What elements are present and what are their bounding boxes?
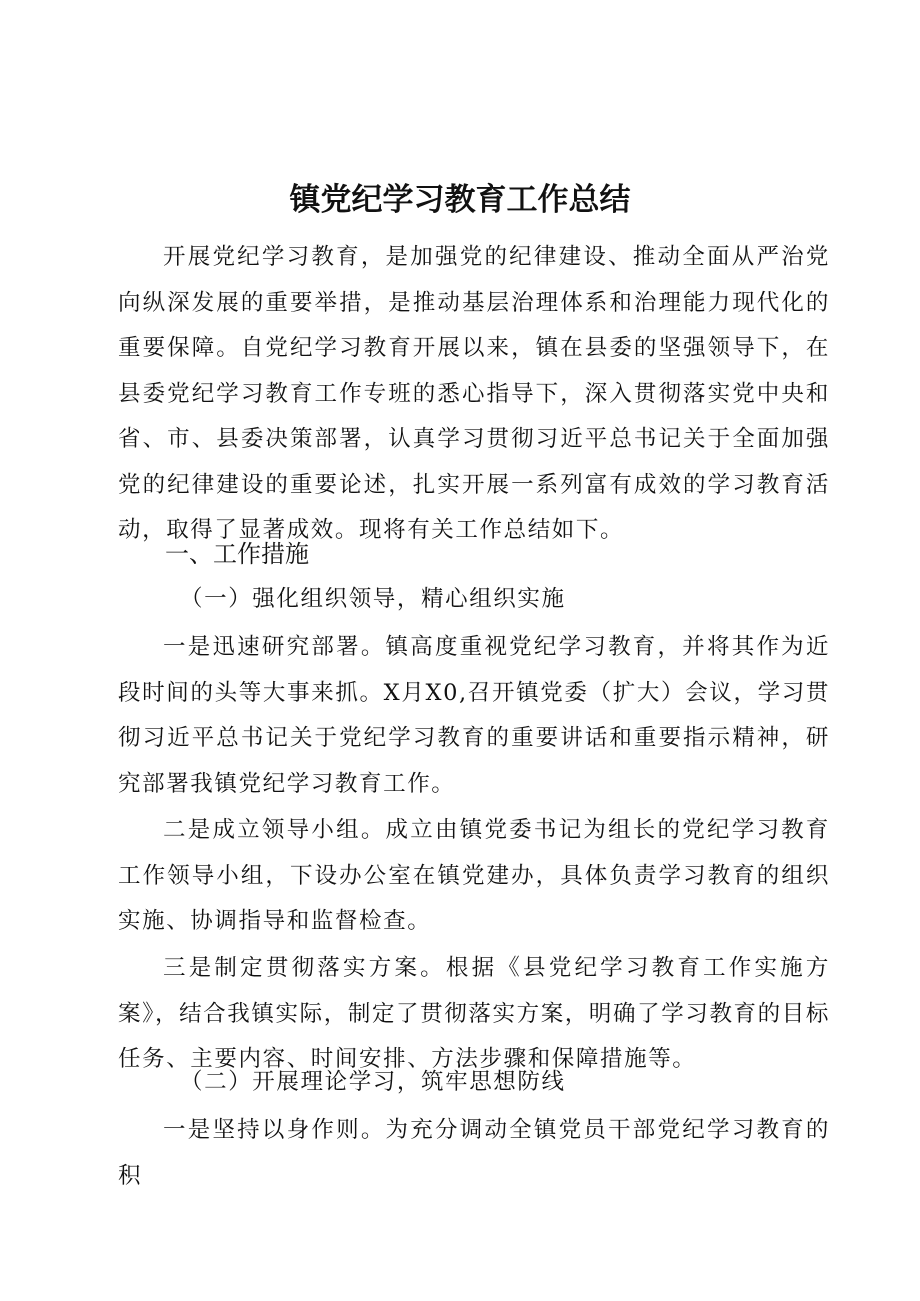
subsection-heading-2: （二）开展理论学习，筑牢思想防线 bbox=[180, 1069, 566, 1095]
subsection-heading-1: （一）强化组织领导，精心组织实施 bbox=[180, 586, 566, 612]
paragraph-implementation-plan: 三是制定贯彻落实方案。根据《县党纪学习教育工作实施方案》，结合我镇实际，制定了贯彻落实方案，明确了学习教育的目标任务、主要内容、时间安排、方法步骤和保障措施等。 bbox=[118, 955, 830, 1072]
intro-paragraph: 开展党纪学习教育，是加强党的纪律建设、推动全面从严治党向纵深发展的重要举措，是推动基层治理体系和治理能力现代化的重要保障。自党纪学习教育开展以来，镇在县委的坚强领导下，在县委党纪学习教育工作专班的悉心指导下，深入贯彻落实党中央和省、市、县委决策部署，认真学习贯彻习近平总书记关于全面加强党的纪律建设的重要论述，扎实开展一系列富有成效的学习教育活动，取得了显著成效。现将有关工作总结如下。 bbox=[118, 244, 830, 543]
section-heading-measures: 一、工作措施 bbox=[165, 540, 309, 568]
paragraph-research-deploy: 一是迅速研究部署。镇高度重视党纪学习教育，并将其作为近段时间的头等大事来抓。X月X0,召开镇党委（扩大）会议，学习贯彻习近平总书记关于党纪学习教育的重要讲话和重要指示精神，研究部署我镇党纪学习教育工作。 bbox=[118, 634, 830, 797]
paragraph-leading-group: 二是成立领导小组。成立由镇党委书记为组长的党纪学习教育工作领导小组，下设办公室在镇党建办，具体负责学习教育的组织实施、协调指导和监督检查。 bbox=[118, 817, 830, 934]
paragraph-lead-by-example: 一是坚持以身作则。为充分调动全镇党员干部党纪学习教育的积 bbox=[118, 1117, 830, 1189]
document-title: 镇党纪学习教育工作总结 bbox=[289, 182, 631, 218]
